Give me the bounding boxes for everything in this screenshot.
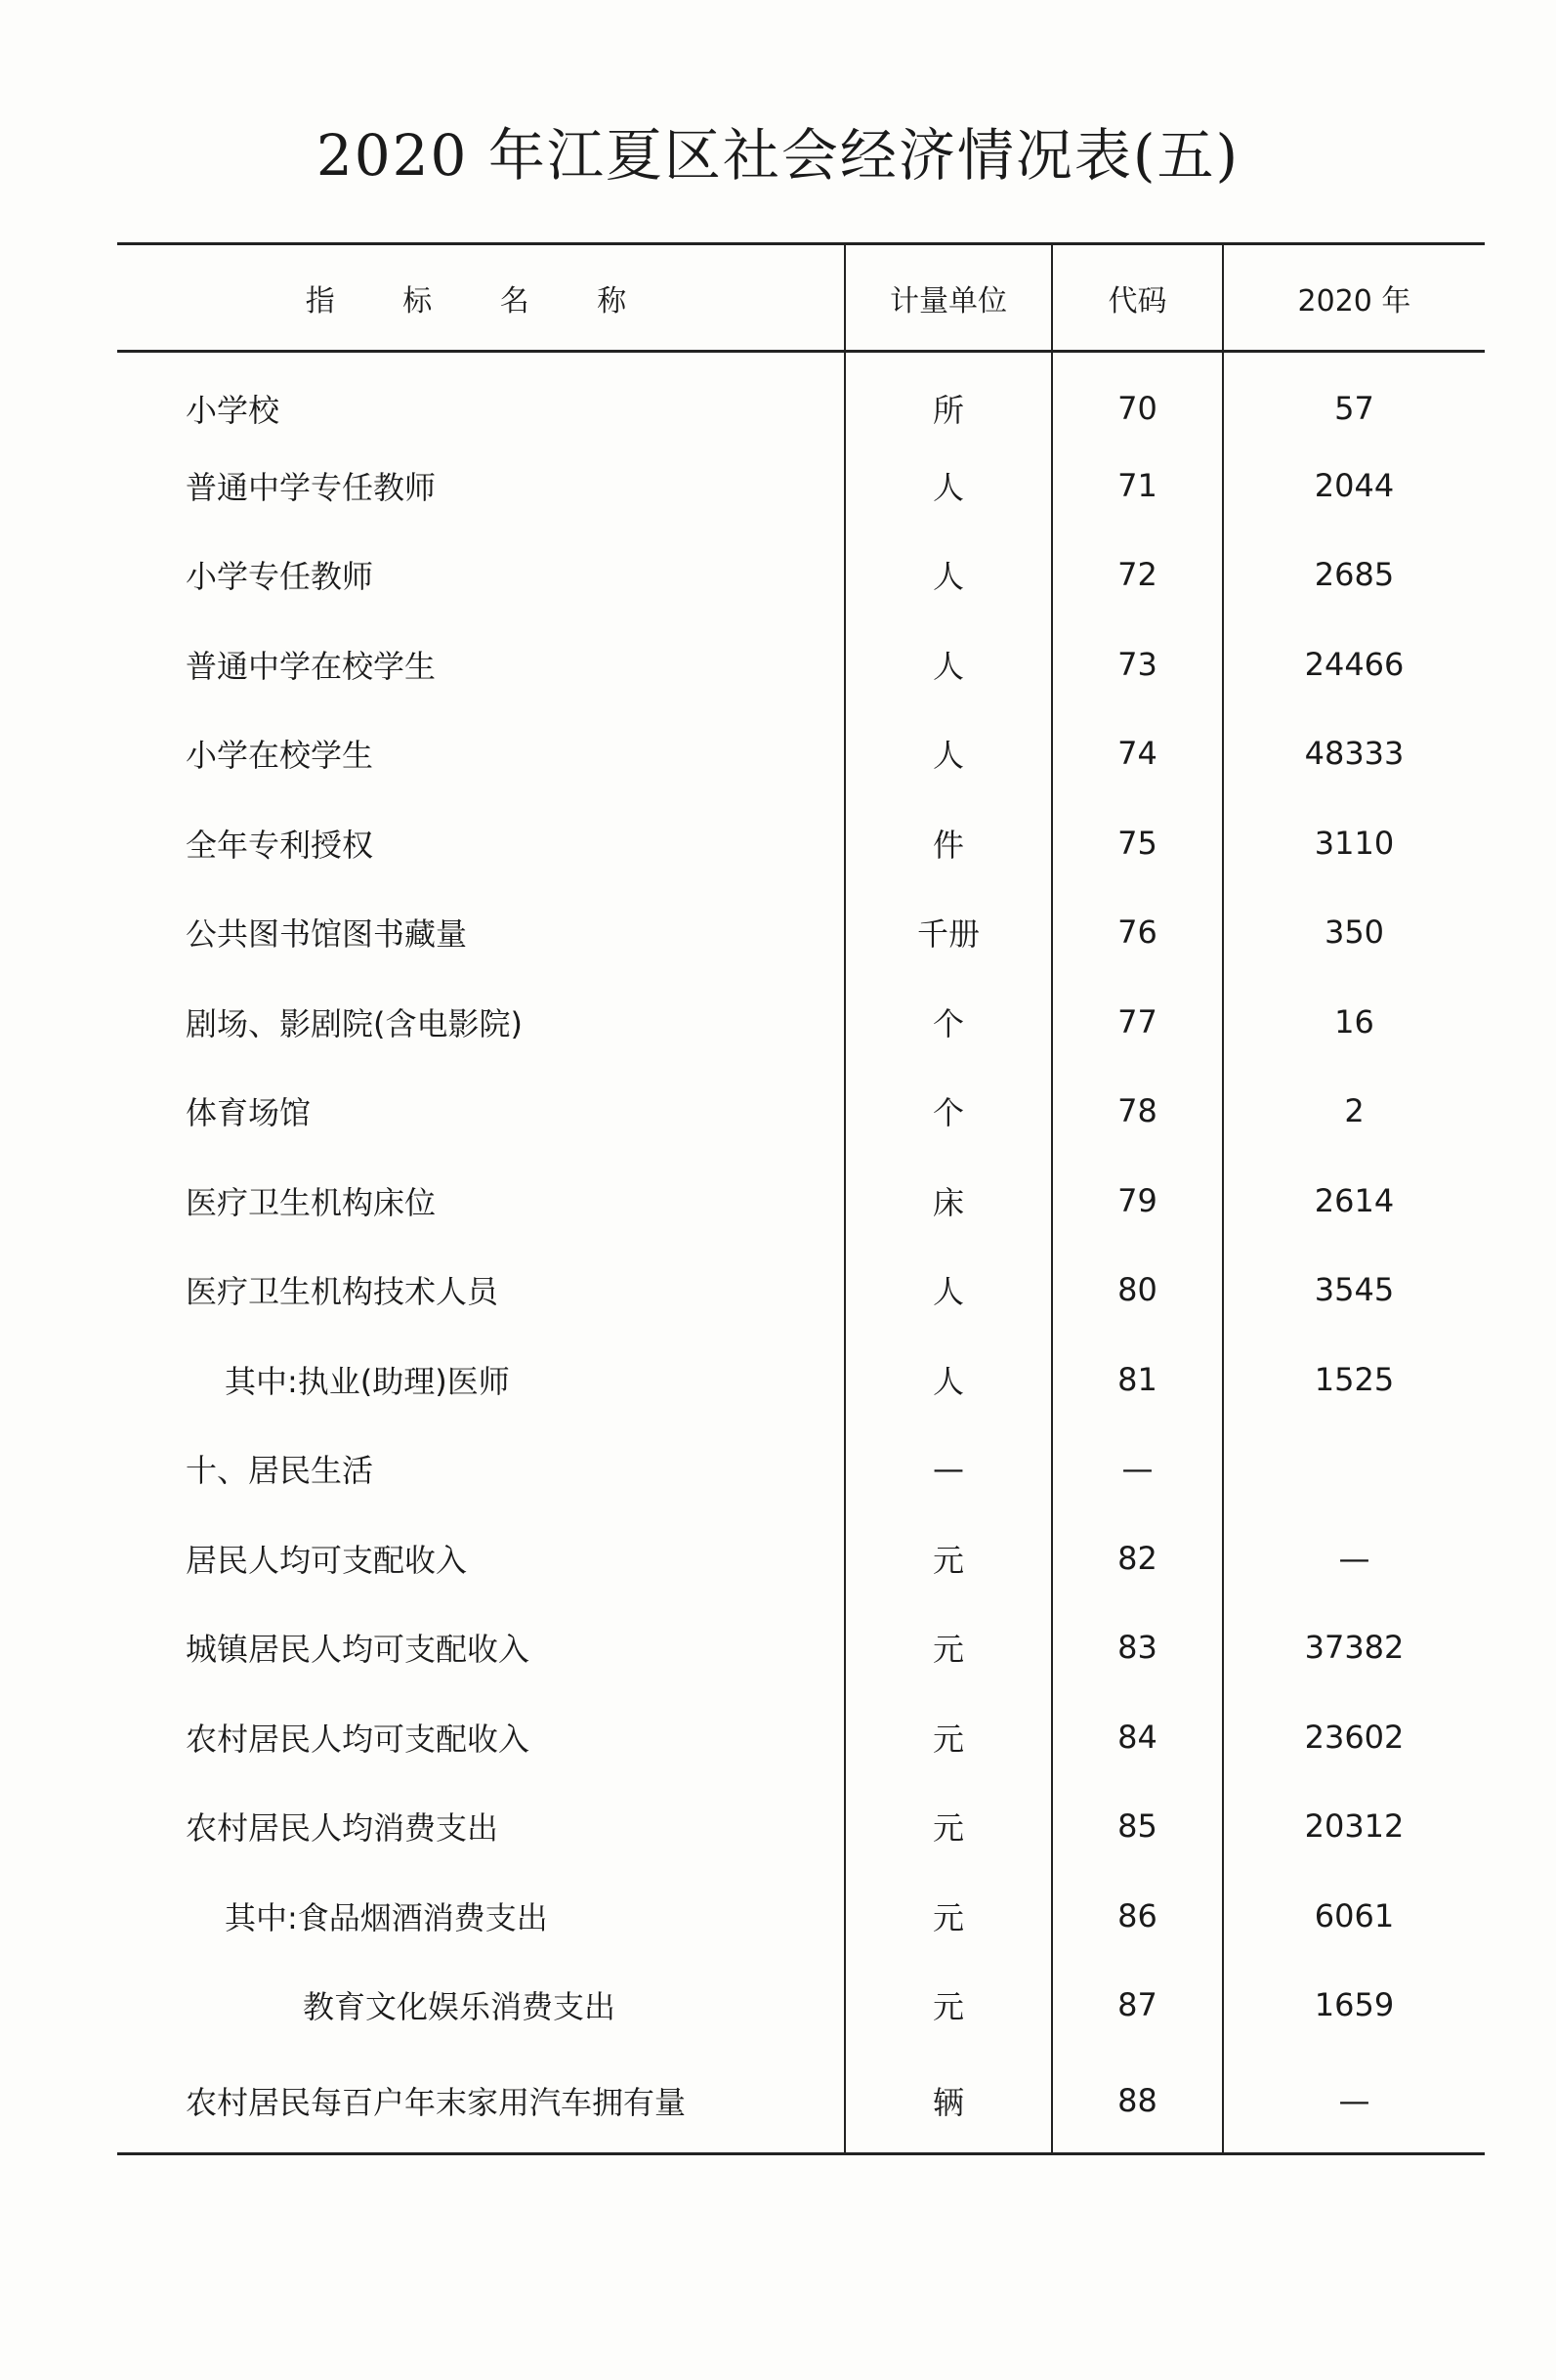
header-value-2020: 2020 年 [1223,244,1485,352]
section-heading: 十、居民生活 [186,1452,374,1490]
table-row [117,1961,1485,2051]
table-row [117,1871,1485,1961]
statistics-table [117,242,1485,2155]
value-cell: 1525 [1223,1335,1485,1424]
value-cell [1223,1424,1485,1514]
table-row [117,1156,1485,1246]
indicator-name: 农村居民人均可支配收入 [186,1720,530,1758]
unit-cell: 人 [845,1335,1052,1424]
unit-cell: 元 [845,1692,1052,1782]
indicator-name: 其中:食品烟酒消费支出 [225,1898,548,1936]
unit-cell: 辆 [845,2050,1052,2153]
header-code: 代码 [1052,244,1223,352]
table-row [117,709,1485,799]
code-cell: 71 [1052,441,1223,531]
indicator-name: 其中:执业(助理)医师 [225,1362,510,1400]
unit-cell: 千册 [845,888,1052,978]
unit-cell: 人 [845,709,1052,799]
code-cell: 79 [1052,1156,1223,1246]
code-cell: 80 [1052,1246,1223,1336]
unit-cell: 件 [845,798,1052,888]
indicator-name: 医疗卫生机构床位 [186,1183,437,1221]
code-cell: 82 [1052,1513,1223,1603]
value-cell: 2 [1223,1067,1485,1157]
unit-cell: 个 [845,977,1052,1067]
indicator-name: 小学在校学生 [186,737,374,775]
table-row [117,352,1485,442]
unit-cell: 人 [845,441,1052,531]
unit-cell: — [845,1424,1052,1514]
indicator-name: 城镇居民人均可支配收入 [186,1631,530,1669]
indicator-name: 体育场馆 [186,1094,312,1132]
table-row [117,531,1485,620]
code-cell: 83 [1052,1603,1223,1693]
indicator-name: 小学校 [186,391,280,429]
value-cell: 3110 [1223,798,1485,888]
table-row [117,619,1485,709]
unit-cell: 元 [845,1603,1052,1693]
table-row [117,977,1485,1067]
header-unit: 计量单位 [845,244,1052,352]
table-row [117,1424,1485,1514]
table-row [117,1603,1485,1693]
table-row [117,1335,1485,1424]
value-cell: 23602 [1223,1692,1485,1782]
value-cell: — [1223,2050,1485,2153]
indicator-name: 农村居民每百户年末家用汽车拥有量 [117,2050,845,2153]
value-cell: 1659 [1223,1961,1485,2051]
value-cell: 2044 [1223,441,1485,531]
indicator-name: 教育文化娱乐消费支出 [303,1988,616,2026]
table-row [117,441,1485,531]
code-cell: 76 [1052,888,1223,978]
table-row [117,1067,1485,1157]
value-cell: 3545 [1223,1246,1485,1336]
table-row [117,1782,1485,1872]
table-row [117,888,1485,978]
unit-cell: 元 [845,1961,1052,2051]
page-title: 2020 年江夏区社会经济情况表(五) [315,122,1241,189]
indicator-name: 全年专利授权 [186,826,374,864]
unit-cell: 元 [845,1871,1052,1961]
unit-cell: 床 [845,1156,1052,1246]
code-cell: 73 [1052,619,1223,709]
code-cell: 88 [1052,2050,1223,2153]
code-cell: 81 [1052,1335,1223,1424]
value-cell: 57 [1223,352,1485,442]
unit-cell: 人 [845,531,1052,620]
code-cell: 77 [1052,977,1223,1067]
indicator-name: 普通中学在校学生 [186,647,437,685]
table-row [117,1246,1485,1336]
value-cell: 350 [1223,888,1485,978]
value-cell: 2685 [1223,531,1485,620]
indicator-name: 剧场、影剧院(含电影院) [186,1004,523,1042]
code-cell: 87 [1052,1961,1223,2051]
table-row [117,1513,1485,1603]
table-header-row [117,244,1485,352]
unit-cell: 个 [845,1067,1052,1157]
indicator-name: 小学专任教师 [186,558,374,596]
table-row [117,2050,1485,2153]
value-cell: 20312 [1223,1782,1485,1872]
table-row [117,798,1485,888]
unit-cell: 所 [845,352,1052,442]
indicator-name: 普通中学专任教师 [186,468,437,506]
code-cell: 72 [1052,531,1223,620]
unit-cell: 人 [845,1246,1052,1336]
code-cell: — [1052,1424,1223,1514]
code-cell: 74 [1052,709,1223,799]
code-cell: 75 [1052,798,1223,888]
unit-cell: 元 [845,1513,1052,1603]
value-cell: 6061 [1223,1871,1485,1961]
table-row [117,1692,1485,1782]
code-cell: 85 [1052,1782,1223,1872]
value-cell: 48333 [1223,709,1485,799]
code-cell: 84 [1052,1692,1223,1782]
value-cell: 2614 [1223,1156,1485,1246]
unit-cell: 人 [845,619,1052,709]
unit-cell: 元 [845,1782,1052,1872]
value-cell: 37382 [1223,1603,1485,1693]
code-cell: 70 [1052,352,1223,442]
value-cell: 24466 [1223,619,1485,709]
indicator-name: 农村居民人均消费支出 [186,1809,499,1848]
value-cell: 16 [1223,977,1485,1067]
header-indicator-name: 指 标 名 称 [117,244,845,352]
indicator-name: 公共图书馆图书藏量 [186,915,468,954]
code-cell: 78 [1052,1067,1223,1157]
indicator-name: 居民人均可支配收入 [186,1541,468,1579]
code-cell: 86 [1052,1871,1223,1961]
indicator-name: 医疗卫生机构技术人员 [186,1273,499,1311]
value-cell: — [1223,1513,1485,1603]
